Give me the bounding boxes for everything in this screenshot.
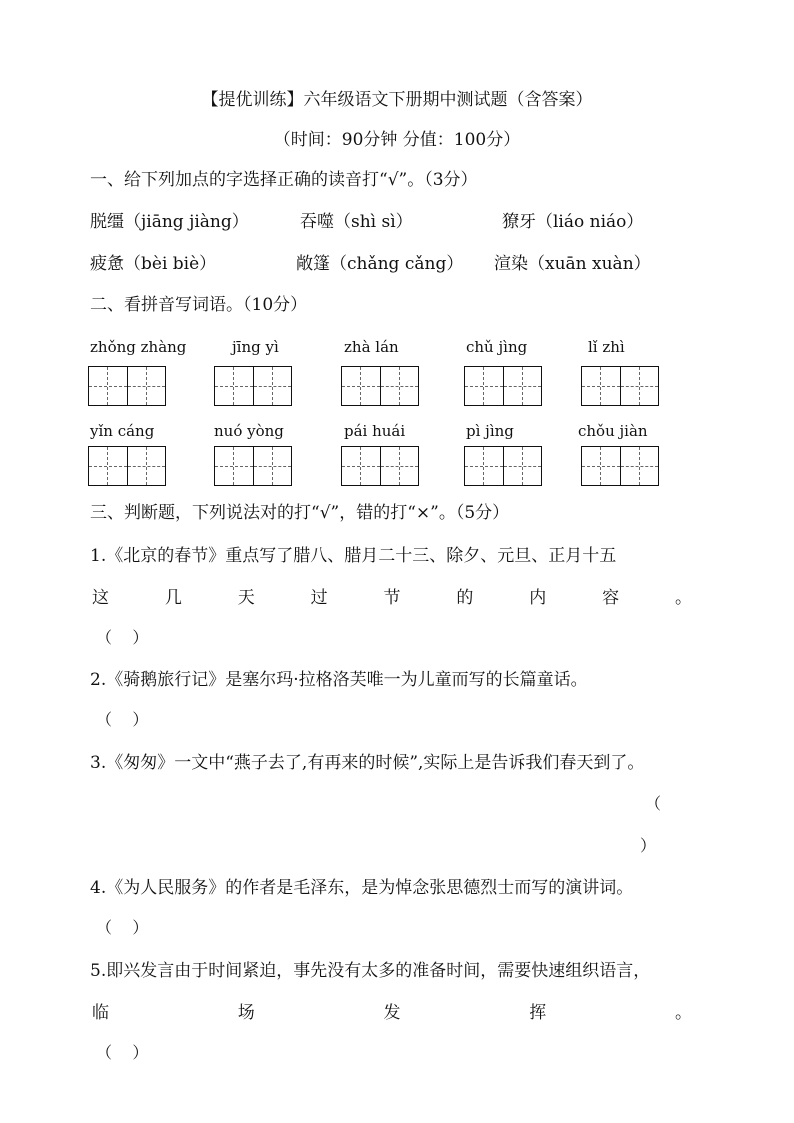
writing-grid[interactable] — [581, 446, 659, 486]
pinyin-label: yǐn cáng — [90, 422, 155, 440]
grid-cell[interactable] — [620, 367, 658, 405]
writing-grid[interactable] — [214, 446, 292, 486]
page-title: 【提优训练】六年级语文下册期中测试题（含答案） — [201, 90, 593, 110]
char: 。 — [675, 588, 692, 608]
writing-grid[interactable] — [464, 446, 542, 486]
char: 。 — [675, 1003, 692, 1023]
pinyin-label: pái huái — [344, 422, 406, 440]
char: 节 — [383, 588, 401, 608]
grid-cell[interactable] — [380, 447, 418, 485]
s1-row1-item2: 吞噬（shì sì） — [300, 212, 413, 232]
grid-cell[interactable] — [342, 367, 380, 405]
char: 临 — [92, 1003, 109, 1023]
section3-heading: 三、判断题，下列说法对的打“√”，错的打“×”。（5分） — [90, 503, 510, 523]
char: 容 — [602, 588, 620, 608]
answer-parentheses[interactable]: （ ） — [96, 628, 149, 647]
page-subtitle: （时间：90分钟 分值：100分） — [273, 130, 521, 150]
grid-cell[interactable] — [503, 447, 541, 485]
s1-row2-item3: 渲染（xuān xuàn） — [494, 254, 651, 274]
pinyin-label: zhà lán — [344, 338, 399, 356]
pinyin-label: zhǒng zhàng — [90, 338, 187, 356]
answer-parentheses[interactable]: （ ） — [96, 1043, 149, 1062]
grid-cell[interactable] — [582, 447, 620, 485]
writing-grid[interactable] — [214, 366, 292, 406]
pinyin-label: chǔ jìng — [466, 338, 528, 356]
question-5-line2 — [92, 1002, 692, 1024]
section1-heading: 一、给下列加点的字选择正确的读音打“√”。（3分） — [90, 170, 478, 190]
question-1-line2 — [92, 587, 692, 609]
char: 发 — [383, 1003, 401, 1023]
grid-cell[interactable] — [89, 367, 127, 405]
char: 几 — [164, 588, 182, 608]
s1-row1-item1: 脱缰（jiāng jiàng） — [90, 212, 249, 232]
grid-cell[interactable] — [127, 447, 165, 485]
s1-row1-item3: 獠牙（liáo niáo） — [502, 212, 644, 232]
grid-cell[interactable] — [620, 447, 658, 485]
section2-heading: 二、看拼音写词语。（10分） — [90, 295, 308, 315]
answer-paren-close[interactable]: ） — [640, 836, 657, 855]
grid-cell[interactable] — [380, 367, 418, 405]
answer-paren-open[interactable]: （ — [645, 794, 662, 813]
char: 天 — [237, 588, 255, 608]
pinyin-label: pì jìng — [466, 422, 514, 440]
pinyin-label: nuó yòng — [214, 422, 284, 440]
s1-row2-item1: 疲惫（bèi biè） — [90, 254, 217, 274]
char: 过 — [310, 588, 328, 608]
grid-cell[interactable] — [253, 447, 291, 485]
grid-cell[interactable] — [342, 447, 380, 485]
question-1-line1: 1.《北京的春节》重点写了腊八、腊月二十三、除夕、元旦、正月十五 — [90, 546, 617, 566]
pinyin-label: lǐ zhì — [588, 338, 625, 356]
grid-cell[interactable] — [465, 447, 503, 485]
question-5-line1: 5.即兴发言由于时间紧迫，事先没有太多的准备时间，需要快速组织语言， — [90, 961, 651, 981]
writing-grid[interactable] — [88, 366, 166, 406]
grid-cell[interactable] — [215, 367, 253, 405]
answer-parentheses[interactable]: （ ） — [96, 918, 149, 937]
grid-cell[interactable] — [215, 447, 253, 485]
question-4: 4.《为人民服务》的作者是毛泽东，是为悼念张思德烈士而写的演讲词。 — [90, 878, 634, 898]
grid-cell[interactable] — [127, 367, 165, 405]
char: 这 — [92, 588, 109, 608]
char: 场 — [237, 1003, 255, 1023]
grid-cell[interactable] — [582, 367, 620, 405]
writing-grid[interactable] — [581, 366, 659, 406]
writing-grid[interactable] — [464, 366, 542, 406]
grid-cell[interactable] — [465, 367, 503, 405]
writing-grid[interactable] — [88, 446, 166, 486]
grid-cell[interactable] — [253, 367, 291, 405]
answer-parentheses[interactable]: （ ） — [96, 710, 149, 729]
question-3: 3.《匆匆》一文中“燕子去了,有再来的时候”,实际上是告诉我们春天到了。 — [90, 753, 645, 773]
grid-cell[interactable] — [89, 447, 127, 485]
char: 挥 — [529, 1003, 547, 1023]
pinyin-label: chǒu jiàn — [578, 422, 648, 440]
question-2: 2.《骑鹅旅行记》是塞尔玛·拉格洛芙唯一为儿童而写的长篇童话。 — [90, 670, 588, 690]
grid-cell[interactable] — [503, 367, 541, 405]
s1-row2-item2: 敞篷（chǎng cǎng） — [296, 254, 464, 274]
char: 内 — [529, 588, 547, 608]
writing-grid[interactable] — [341, 366, 419, 406]
writing-grid[interactable] — [341, 446, 419, 486]
pinyin-label: jīng yì — [232, 338, 279, 356]
char: 的 — [456, 588, 474, 608]
